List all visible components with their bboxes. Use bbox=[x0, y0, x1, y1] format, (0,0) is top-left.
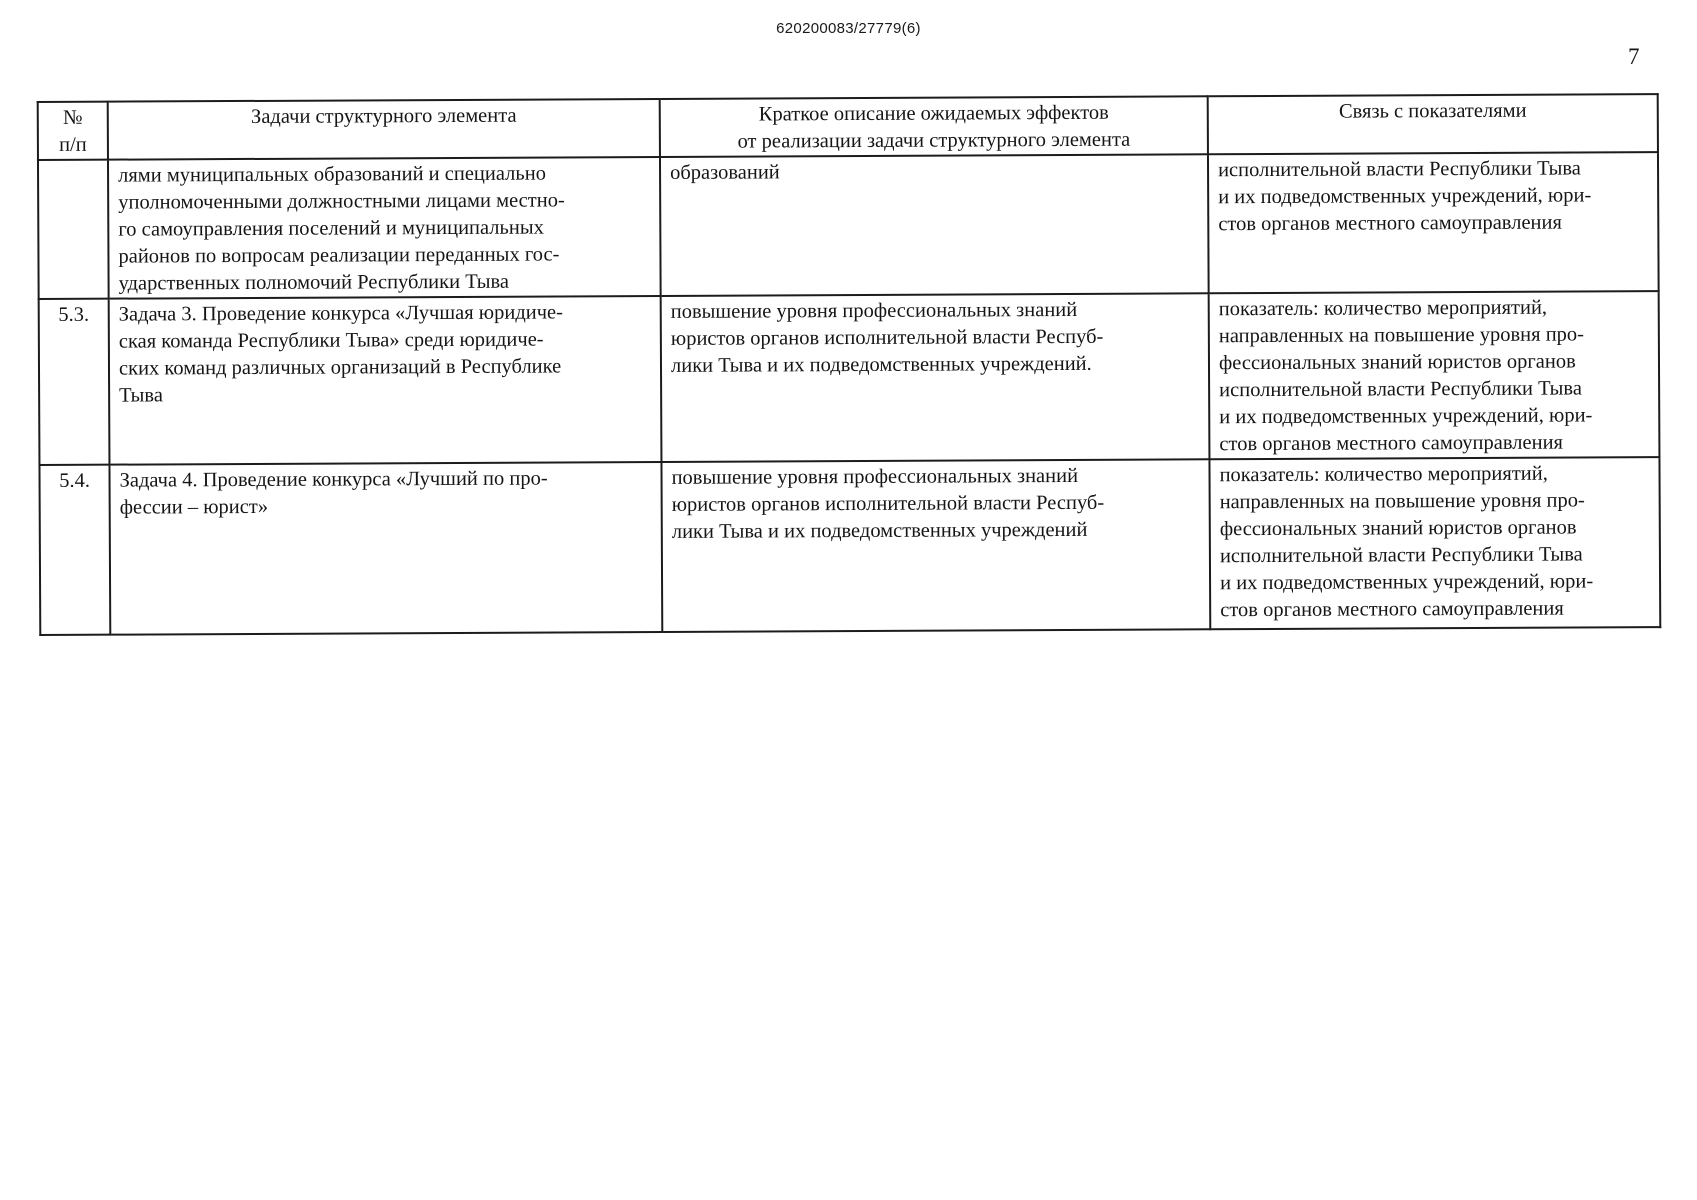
row-indicator-text: показатель: количество мероприятий, направленных на повышение уровня про- фессиональных знаний юристов органов исполнительной власти Республики Тыва и их подведомственных учреждений, юри- стов органов местного самоуправления bbox=[1209, 457, 1660, 629]
table-header-row bbox=[38, 94, 1658, 160]
row-indicator-text: исполнительной власти Республики Тыва и их подведомственных учреждений, юри- стов органов местного самоуправления bbox=[1208, 152, 1659, 293]
page-number: 7 bbox=[1628, 44, 1640, 69]
header-indicators: Связь с показателями bbox=[1208, 94, 1658, 154]
row-indicator-text: показатель: количество мероприятий, направленных на повышение уровня про- фессиональных знаний юристов органов исполнительной власти Республики Тыва и их подведомственных учреждений, юри- стов органов местного самоуправления bbox=[1209, 291, 1660, 459]
header-num: № п/п bbox=[38, 102, 108, 160]
table-row bbox=[38, 152, 1659, 299]
table-row bbox=[39, 457, 1660, 635]
header-tasks: Задачи структурного элемента bbox=[108, 99, 660, 160]
header-effects: Краткое описание ожидаемых эффектов от реализации задачи структурного элемента bbox=[660, 96, 1208, 157]
row-effect-text: образований bbox=[660, 154, 1209, 296]
table-row bbox=[39, 291, 1660, 465]
row-effect-text: повышение уровня профессиональных знаний юристов органов исполнительной власти Респуб- лики Тыва и их подведомственных учреждений. bbox=[661, 293, 1210, 462]
row-task-text: Задача 3. Проведение конкурса «Лучшая юридиче- ская команда Республики Тыва» среди юридиче- ских команд различных организаций в Республике Тыва bbox=[109, 296, 662, 465]
row-task-text: лями муниципальных образований и специально уполномоченными должностными лицами местно- го самоуправления поселений и муниципальных районов по вопросам реализации переданных гос- ударственных полномочий Республики Тыва bbox=[108, 157, 661, 299]
row-num bbox=[38, 160, 109, 299]
row-effect-text: повышение уровня профессиональных знаний юристов органов исполнительной власти Респуб- лики Тыва и их подведомственных учреждений bbox=[661, 459, 1210, 632]
tasks-table bbox=[37, 93, 1662, 636]
row-num: 5.3. bbox=[39, 299, 110, 465]
row-task-text: Задача 4. Проведение конкурса «Лучший по про- фессии – юрист» bbox=[109, 462, 662, 635]
document-code: 620200083/27779(6) bbox=[776, 20, 921, 37]
row-num: 5.4. bbox=[39, 465, 110, 635]
